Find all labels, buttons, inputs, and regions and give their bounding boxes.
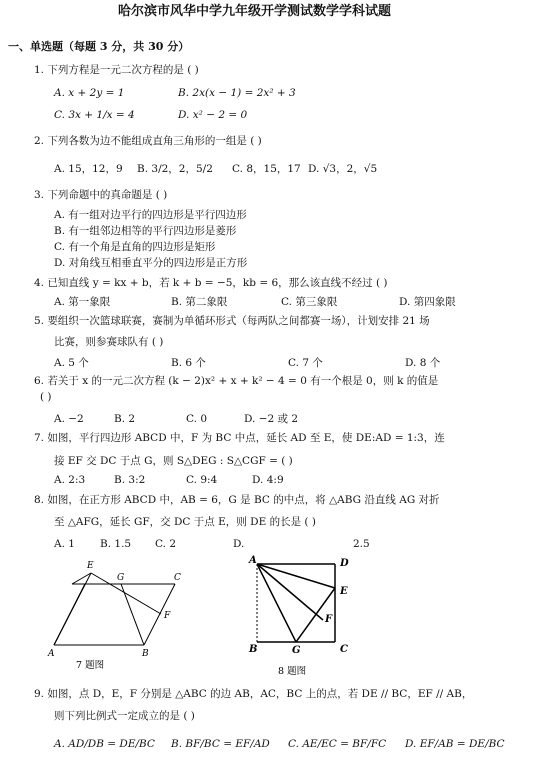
figure-7-parallelogram: [44, 556, 204, 674]
fig8-label-d: D: [340, 558, 349, 569]
question-6-stem-line2: ( ): [40, 391, 52, 403]
question-8-stem-line1: 8. 如图，在正方形 ABCD 中，AB = 6，G 是 BC 的中点，将 △ABG 沿直线 AG 对折: [34, 494, 440, 506]
question-3-option-c: C. 有一个角是直角的四边形是矩形: [54, 241, 216, 253]
fig8-label-g: G: [292, 645, 301, 656]
question-6-option-d: D. −2 或 2: [244, 413, 299, 425]
fig8-label-c: C: [340, 644, 348, 655]
fig7-label-c: C: [174, 573, 181, 583]
question-8-stem-line2: 至 △AFG，延长 GF，交 DC 于点 E，则 DE 的长是 ( ): [54, 516, 316, 528]
question-7-option-c: C. 9:4: [186, 474, 218, 486]
question-3-option-d: D. 对角线互相垂直平分的四边形是正方形: [54, 257, 248, 269]
fig8-label-f: F: [325, 614, 333, 625]
question-3-option-b: B. 有一组邻边相等的平行四边形是菱形: [54, 225, 237, 237]
question-7-stem-line1: 7. 如图，平行四边形 ABCD 中，F 为 BC 中点，延长 AD 至 E，使 DE:AD = 1:3，连: [34, 432, 445, 444]
question-9-stem-line1: 9. 如图，点 D，E，F 分别是 △ABC 的边 AB，AC，BC 上的点，若 DE // BC，EF // AB，: [34, 688, 473, 700]
question-1-option-a: A. x + 2y = 1: [54, 87, 125, 99]
fig7-label-e: E: [87, 561, 94, 571]
question-4-option-d: D. 第四象限: [399, 296, 456, 308]
question-9-stem-line2: 则下列比例式一定成立的是 ( ): [54, 710, 195, 722]
question-8-option-b: B. 1.5: [100, 538, 132, 550]
question-9-option-b: B. BF/BC = EF/AD: [171, 738, 270, 750]
question-1-option-c: C. 3x + 1/x = 4: [54, 109, 135, 121]
question-6-option-b: B. 2: [114, 413, 136, 425]
question-9-option-d: D. EF/AB = DE/BC: [405, 738, 505, 750]
question-3-stem: 3. 下列命题中的真命题是 ( ): [34, 189, 168, 201]
question-6-option-c: C. 0: [186, 413, 208, 425]
question-8-option-d-value: 2.5: [353, 538, 370, 550]
question-1-option-d: D. x² − 2 = 0: [178, 109, 248, 121]
question-6-stem-line1: 6. 若关于 x 的一元二次方程 (k − 2)x² + x + k² − 4 = 0 有一个根是 0，则 k 的值是: [34, 375, 439, 387]
fig8-label-e: E: [340, 586, 348, 597]
segment-bc: [144, 584, 175, 645]
question-2-option-c: C. 8，15，17: [232, 163, 301, 175]
question-5-stem-line2: 比赛，则参赛球队有 ( ): [54, 336, 164, 348]
question-7-option-d: D. 4:9: [252, 474, 284, 486]
question-8-option-a: A. 1: [54, 538, 75, 550]
question-7-option-b: B. 3:2: [114, 474, 146, 486]
question-8-option-c: C. 2: [155, 538, 177, 550]
question-2-stem: 2. 下列各数为边不能组成直角三角形的一组是 ( ): [34, 135, 262, 147]
question-9-option-c: C. AE/EC = BF/FC: [288, 738, 387, 750]
segment-af: [257, 564, 323, 620]
section-heading: 一、单选题（每题 3 分，共 30 分）: [8, 40, 190, 53]
question-7-stem-line2: 接 EF 交 DC 于点 G，则 S△DEG : S△CGF = ( ): [54, 455, 293, 467]
question-1-option-b: B. 2x(x − 1) = 2x² + 3: [178, 87, 296, 99]
fig7-label-a: A: [48, 649, 55, 659]
page-title: 哈尔滨市风华中学九年级开学测试数学学科试题: [118, 4, 392, 19]
figure-8-square: [243, 550, 363, 680]
question-9-option-a: A. AD/DB = DE/BC: [54, 738, 155, 750]
question-4-option-b: B. 第二象限: [171, 296, 228, 308]
figure-7-caption: 7 题图: [76, 660, 105, 671]
question-8-option-d: D.: [233, 538, 245, 550]
fig7-label-b: B: [142, 649, 149, 659]
question-3-option-a: A. 有一组对边平行的四边形是平行四边形: [54, 209, 247, 221]
question-7-option-a: A. 2:3: [54, 474, 86, 486]
question-5-option-d: D. 8 个: [405, 357, 441, 369]
segment-dc: [121, 584, 144, 645]
segment-ag: [257, 564, 296, 642]
question-2-option-a: A. 15，12，9: [54, 163, 123, 175]
fig8-label-a: A: [249, 555, 257, 566]
question-4-option-a: A. 第一象限: [54, 296, 111, 308]
question-2-option-b: B. 3/2，2，5/2: [137, 163, 213, 175]
question-2-option-d: D. √3，2，√5: [308, 163, 378, 175]
question-4-stem: 4. 已知直线 y = kx + b，若 k + b = −5，kb = 6，那么该直线不经过 ( ): [34, 277, 388, 289]
question-5-stem-line1: 5. 要组织一次篮球联赛，赛制为单循环形式（每两队之间都赛一场），计划安排 21 场: [34, 315, 430, 327]
question-4-option-c: C. 第三象限: [281, 296, 338, 308]
figure-8-caption: 8 题图: [278, 666, 307, 677]
fig7-label-f: F: [164, 611, 171, 621]
segment-ef: [91, 573, 161, 614]
segment-ae: [257, 564, 335, 588]
question-6-option-a: A. −2: [54, 413, 84, 425]
fig7-label-g: G: [117, 573, 125, 583]
question-5-option-c: C. 7 个: [288, 357, 323, 369]
question-1-stem: 1. 下列方程是一元二次方程的是 ( ): [34, 64, 199, 76]
question-5-option-a: A. 5 个: [54, 357, 89, 369]
question-5-option-b: B. 6 个: [171, 357, 206, 369]
fig8-label-b: B: [249, 644, 258, 655]
